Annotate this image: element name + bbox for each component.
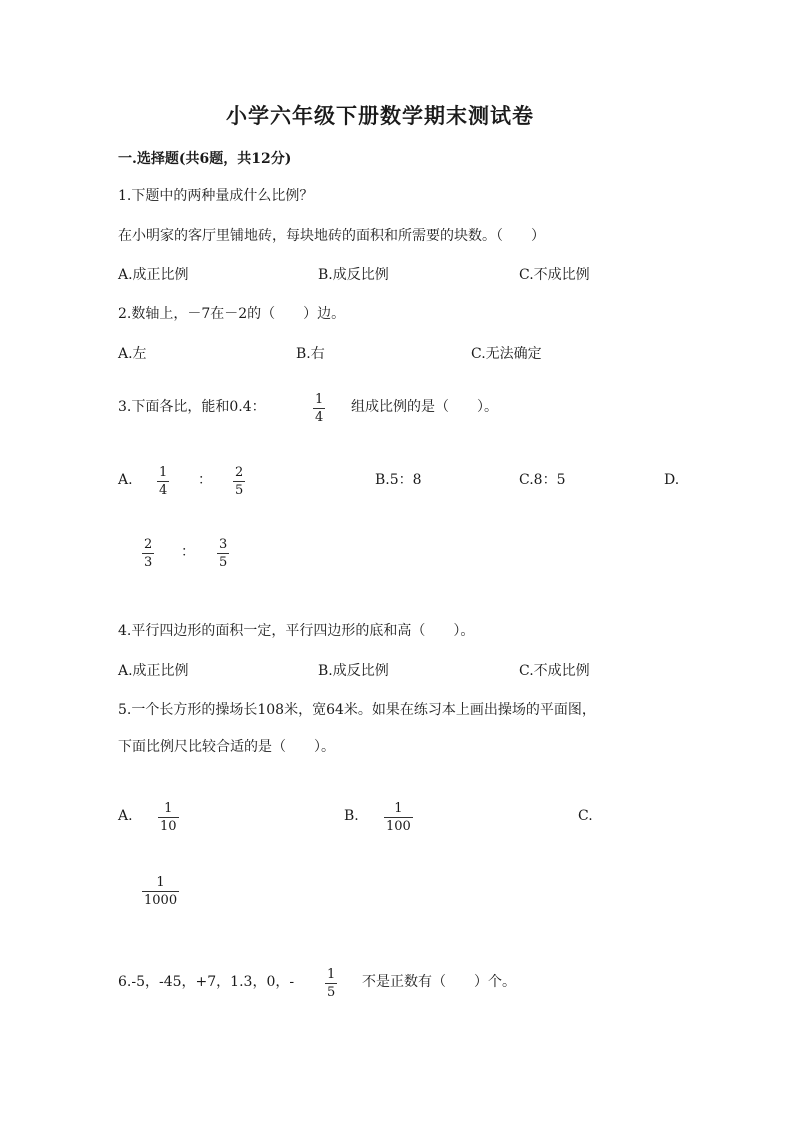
question-4-option-b: B.成反比例	[318, 663, 389, 679]
fraction-bar	[142, 553, 154, 554]
fraction-bar	[325, 983, 337, 984]
fraction-numerator: 1	[394, 801, 403, 816]
fraction-numerator: 1	[159, 465, 168, 480]
section-heading: 一.选择题(共6题，共12分)	[118, 151, 292, 167]
question-5-option-c-fraction	[142, 875, 179, 908]
question-1-option-a: A.成正比例	[118, 267, 189, 283]
question-3-option-b: B.5：8	[375, 472, 422, 488]
fraction-denominator: 3	[144, 555, 153, 570]
fraction-numerator: 3	[219, 537, 228, 552]
question-3-stem-start: 3.下面各比，能和0.4：	[118, 399, 266, 415]
question-5-option-a-fraction	[158, 801, 179, 834]
fraction-bar	[142, 891, 179, 892]
question-5-option-b-label: B.	[344, 808, 359, 824]
question-3-stem-end: 组成比例的是（ ）。	[351, 399, 498, 415]
fraction-bar	[233, 481, 245, 482]
question-3-option-a-fraction-1	[157, 465, 169, 498]
question-2-stem: 2.数轴上，－7在－2的（ ）边。	[118, 306, 346, 322]
fraction-numerator: 1	[327, 967, 336, 982]
fraction-bar	[158, 817, 179, 818]
fraction-denominator: 5	[235, 483, 244, 498]
fraction-denominator: 4	[315, 410, 324, 425]
fraction-denominator: 4	[159, 483, 168, 498]
question-1-option-b: B.成反比例	[318, 267, 389, 283]
question-2-option-a: A.左	[118, 346, 147, 362]
fraction-denominator: 1000	[144, 893, 178, 908]
question-3-option-a-colon: ：	[198, 472, 212, 488]
fraction-numerator: 2	[144, 537, 153, 552]
page-title: 小学六年级下册数学期末测试卷	[226, 103, 534, 128]
question-5-option-b-fraction	[384, 801, 413, 834]
question-6-fraction-one-fifth	[325, 967, 337, 1000]
fraction-numerator: 1	[164, 801, 173, 816]
question-3-option-a-fraction-2	[233, 465, 245, 498]
question-3-option-a-label: A.	[118, 472, 133, 488]
question-6-stem-start: 6.-5，-45，+7，1.3，0，-	[118, 974, 295, 990]
fraction-denominator: 100	[386, 819, 411, 834]
question-3-option-d-label: D.	[664, 472, 680, 488]
fraction-bar	[384, 817, 413, 818]
question-2-option-b: B.右	[296, 346, 325, 362]
question-3-option-c: C.8：5	[519, 472, 566, 488]
fraction-bar	[157, 481, 169, 482]
question-5-stem-line-2: 下面比例尺比较合适的是（ ）。	[118, 739, 335, 755]
fraction-denominator: 5	[219, 555, 228, 570]
fraction-numerator: 1	[156, 875, 165, 890]
fraction-denominator: 10	[160, 819, 177, 834]
question-3-option-d-fraction-2	[217, 537, 229, 570]
fraction-bar	[313, 408, 325, 409]
question-4-stem: 4.平行四边形的面积一定，平行四边形的底和高（ ）。	[118, 623, 475, 639]
question-5-option-a-label: A.	[118, 808, 133, 824]
fraction-numerator: 1	[315, 392, 324, 407]
fraction-bar	[217, 553, 229, 554]
question-1-context: 在小明家的客厅里铺地砖，每块地砖的面积和所需要的块数。（ ）	[118, 228, 545, 244]
question-5-option-c-label: C.	[578, 808, 593, 824]
question-3-fraction-one-quarter	[313, 392, 325, 425]
fraction-numerator: 2	[235, 465, 244, 480]
question-6-stem-end: 不是正数有（ ）个。	[362, 974, 516, 990]
question-3-option-d-fraction-1	[142, 537, 154, 570]
question-4-option-a: A.成正比例	[118, 663, 189, 679]
question-1-option-c: C.不成比例	[519, 267, 590, 283]
question-1-stem: 1.下题中的两种量成什么比例？	[118, 188, 314, 204]
question-3-option-d-colon: ：	[181, 544, 195, 560]
question-4-option-c: C.不成比例	[519, 663, 590, 679]
question-5-stem-line-1: 5.一个长方形的操场长108米，宽64米。如果在练习本上画出操场的平面图，	[118, 702, 596, 718]
question-2-option-c: C.无法确定	[471, 346, 542, 362]
fraction-denominator: 5	[327, 985, 336, 1000]
